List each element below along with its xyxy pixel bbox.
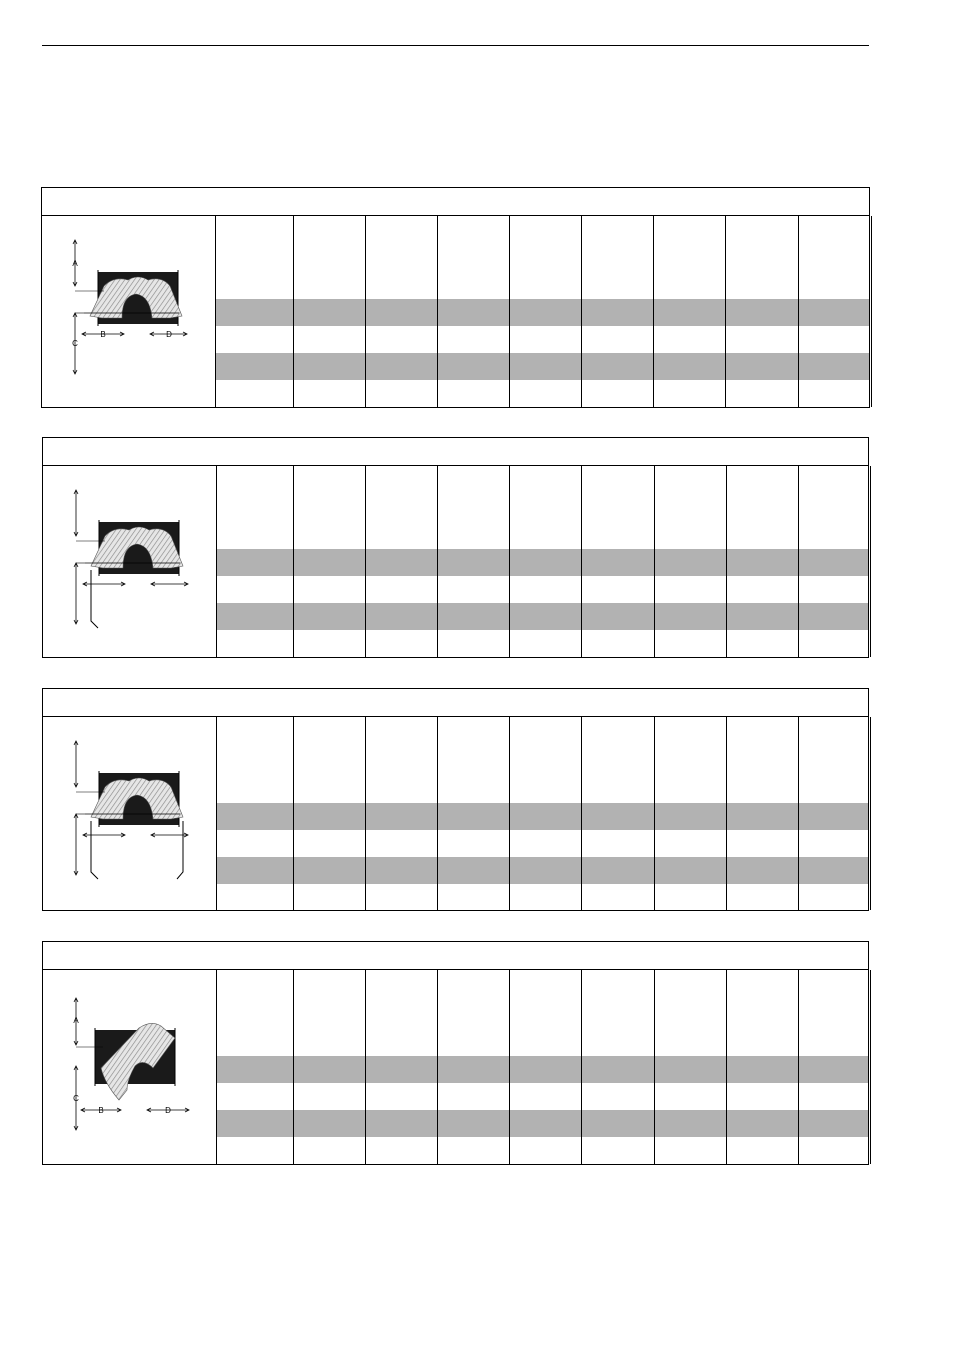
column-divider <box>654 466 655 657</box>
column-divider <box>870 717 871 910</box>
column-divider <box>293 970 294 1164</box>
column-divider <box>871 216 872 407</box>
dimension-label-d: D <box>166 330 172 339</box>
dimension-b-arrow <box>83 582 125 586</box>
figure-cell <box>43 717 217 910</box>
dimension-label-d: D <box>165 1106 171 1115</box>
column-divider <box>654 970 655 1164</box>
spec-grid <box>217 970 868 1164</box>
seal-diagram <box>43 970 216 1165</box>
seal-profile-figure <box>85 520 183 576</box>
shaded-row <box>217 1110 868 1137</box>
mounting-clip-left <box>91 570 98 628</box>
dimension-b-arrow <box>83 833 125 837</box>
spec-panel <box>42 941 869 1165</box>
column-divider <box>798 970 799 1164</box>
seal-profile-figure <box>84 270 182 326</box>
shaded-row <box>217 549 868 576</box>
panel-header <box>43 438 868 466</box>
column-divider <box>581 717 582 910</box>
mounting-clip-left <box>91 821 98 879</box>
column-divider <box>509 717 510 910</box>
dimension-d-arrow <box>151 582 188 586</box>
column-divider <box>293 466 294 657</box>
column-divider <box>653 216 654 407</box>
shaded-row <box>217 603 868 630</box>
column-divider <box>365 970 366 1164</box>
figure-cell <box>43 970 217 1164</box>
column-divider <box>437 466 438 657</box>
column-divider <box>798 466 799 657</box>
dimension-label-b: B <box>98 1106 104 1115</box>
mounting-clip-right <box>177 821 183 879</box>
column-divider <box>365 216 366 407</box>
column-divider <box>870 466 871 657</box>
dimension-a-arrow <box>74 741 78 787</box>
dimension-label-c: C <box>72 339 78 348</box>
spec-grid <box>216 216 869 407</box>
spec-panel <box>42 437 869 658</box>
column-divider <box>798 717 799 910</box>
shaded-row <box>216 299 869 326</box>
column-divider <box>437 970 438 1164</box>
panel-header <box>43 942 868 970</box>
spec-grid <box>217 717 868 910</box>
column-divider <box>509 970 510 1164</box>
column-divider <box>798 216 799 407</box>
shaded-row <box>217 1056 868 1083</box>
dimension-label-a: A <box>73 1016 79 1025</box>
column-divider <box>581 466 582 657</box>
spec-panel <box>41 187 870 408</box>
column-divider <box>509 466 510 657</box>
column-divider <box>293 216 294 407</box>
top-rule <box>42 45 869 46</box>
column-divider <box>509 216 510 407</box>
spec-panel <box>42 688 869 911</box>
spec-grid <box>217 466 868 657</box>
column-divider <box>365 466 366 657</box>
shaded-row <box>216 353 869 380</box>
figure-cell <box>42 216 216 407</box>
column-divider <box>365 717 366 910</box>
dimension-c-arrow <box>74 814 78 875</box>
seal-profile-figure <box>85 771 183 827</box>
shaded-row <box>217 803 868 830</box>
dimension-c-arrow <box>74 563 78 624</box>
column-divider <box>870 970 871 1164</box>
column-divider <box>726 466 727 657</box>
dimension-a-arrow <box>74 490 78 536</box>
dimension-d-arrow <box>151 833 188 837</box>
column-divider <box>726 970 727 1164</box>
shaded-row <box>217 857 868 884</box>
column-divider <box>654 717 655 910</box>
dimension-label-a: A <box>72 259 78 268</box>
figure-cell <box>43 466 217 657</box>
seal-profile-figure <box>95 1023 175 1100</box>
column-divider <box>725 216 726 407</box>
column-divider <box>581 970 582 1164</box>
column-divider <box>437 216 438 407</box>
seal-diagram <box>42 216 215 408</box>
dimension-label-b: B <box>100 330 106 339</box>
column-divider <box>437 717 438 910</box>
seal-diagram <box>43 466 216 658</box>
column-divider <box>293 717 294 910</box>
panel-header <box>42 188 869 216</box>
panel-header <box>43 689 868 717</box>
column-divider <box>726 717 727 910</box>
seal-diagram <box>43 717 216 911</box>
dimension-label-c: C <box>73 1094 79 1103</box>
column-divider <box>581 216 582 407</box>
